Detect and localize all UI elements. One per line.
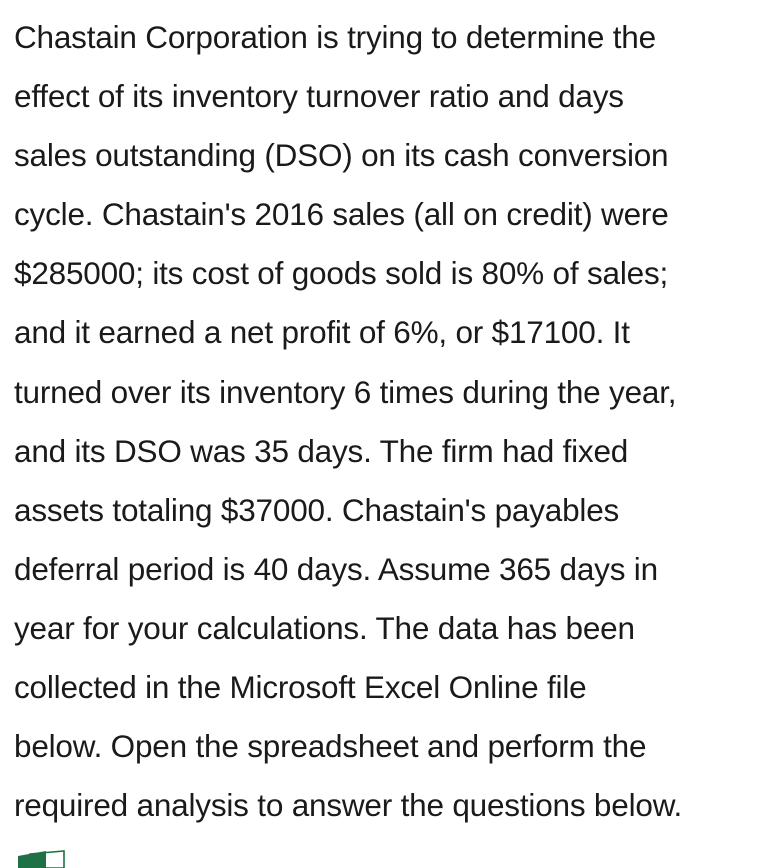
problem-line: required analysis to answer the questions below. bbox=[14, 787, 683, 824]
excel-file-icon[interactable] bbox=[16, 848, 66, 868]
problem-line: and its DSO was 35 days. The firm had fixed bbox=[14, 432, 629, 469]
problem-line: deferral period is 40 days. Assume 365 days in bbox=[14, 550, 658, 587]
problem-line: year for your calculations. The data has been bbox=[14, 609, 635, 646]
problem-line: turned over its inventory 6 times during the year, bbox=[14, 373, 677, 410]
problem-line: effect of its inventory turnover ratio and days bbox=[14, 78, 624, 115]
problem-line: collected in the Microsoft Excel Online file bbox=[14, 669, 587, 706]
problem-line: assets totaling $37000. Chastain's payables bbox=[14, 491, 620, 528]
problem-line: $285000; its cost of goods sold is 80% of sales; bbox=[14, 255, 669, 292]
excel-icon-body bbox=[18, 851, 46, 868]
problem-statement bbox=[14, 8, 754, 835]
problem-line: sales outstanding (DSO) on its cash conversion bbox=[14, 137, 669, 174]
problem-line: Chastain Corporation is trying to determine the bbox=[14, 19, 656, 55]
problem-line: cycle. Chastain's 2016 sales (all on credit) were bbox=[14, 196, 669, 233]
problem-line: below. Open the spreadsheet and perform the bbox=[14, 728, 647, 765]
problem-line: and it earned a net profit of 6%, or $17100. It bbox=[14, 314, 630, 351]
